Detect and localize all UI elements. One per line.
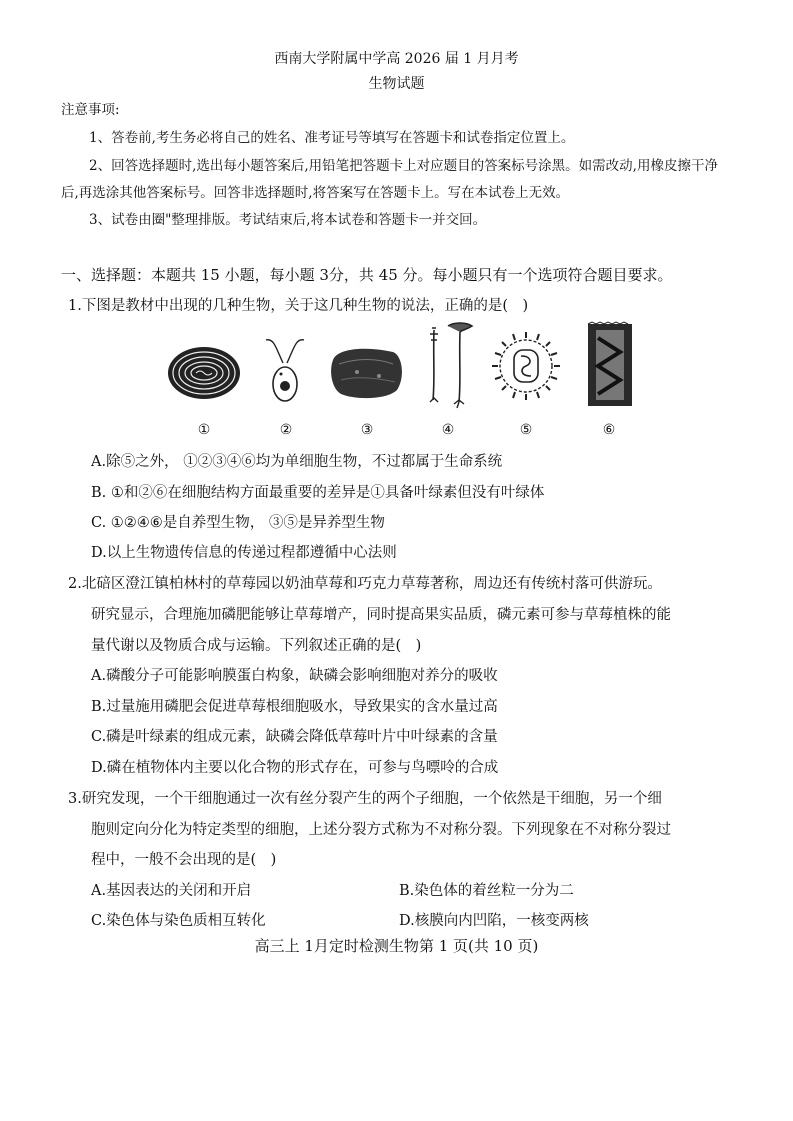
- notice-item: 1、答卷前,考生务必将自己的姓名、准考证号等填写在答题卡和试卷指定位置上。: [89, 130, 575, 146]
- organism-5-image: [486, 318, 566, 448]
- notice-item: 后,再选涂其他答案标号。回答非选择题时,将答案写在答题卡上。写在本试卷上无效。: [61, 185, 570, 201]
- question-1-option-b: B. ①和②⑥在细胞结构方面最重要的差异是①具备叶绿素但没有叶绿体: [91, 485, 545, 501]
- page-footer: 高三上 1月定时检测生物第 1 页(共 10 页): [254, 937, 539, 955]
- question-3-stem: 程中，一般不会出现的是( ): [91, 852, 277, 868]
- question-1-option-d: D.以上生物遗传信息的传递过程都遵循中心法则: [91, 545, 397, 561]
- question-3-option-a: A.基因表达的关闭和开启: [91, 883, 252, 899]
- exam-subtitle: 生物试题: [368, 76, 425, 92]
- section-heading: 一、选择题：本题共 15 小题，每小题 3分，共 45 分。每小题只有一个选项符合题目要求。: [61, 266, 673, 284]
- organism-3-image: [327, 318, 407, 448]
- question-2-option-d: D.磷在植物体内主要以化合物的形式存在，可参与鸟嘌呤的合成: [91, 760, 499, 776]
- organism-4-image: [418, 318, 478, 448]
- notice-item: 3、试卷由圈"整理排版。考试结束后,将本试卷和答题卡一并交回。: [89, 212, 487, 228]
- organism-figure: [160, 318, 640, 448]
- question-3-option-d: D.核膜向内凹陷，一核变两核: [399, 913, 589, 929]
- question-2-option-a: A.磷酸分子可能影响膜蛋白构象，缺磷会影响细胞对养分的吸收: [91, 668, 498, 684]
- figure-label: ④: [441, 422, 455, 438]
- question-3-stem: 3.研究发现，一个干细胞通过一次有丝分裂产生的两个子细胞，一个依然是干细胞，另一个细: [68, 791, 662, 807]
- question-1-option-c: C. ①②④⑥是自养型生物， ③⑤是异养型生物: [91, 515, 385, 531]
- organism-1-image: [164, 318, 244, 448]
- organism-6-image: [574, 318, 644, 448]
- figure-label: ⑤: [519, 422, 533, 438]
- figure-label: ③: [360, 422, 374, 438]
- question-2-stem: 量代谢以及物质合成与运输。下列叙述正确的是( ): [91, 638, 422, 654]
- figure-label: ⑥: [602, 422, 616, 438]
- exam-title: 西南大学附属中学高 2026 届 1 月月考: [274, 51, 519, 67]
- question-3-stem: 胞则定向分化为特定类型的细胞，上述分裂方式称为不对称分裂。下列现象在不对称分裂过: [91, 822, 671, 838]
- question-3-option-b: B.染色体的着丝粒一分为二: [399, 883, 574, 899]
- question-2-option-b: B.过量施用磷肥会促进草莓根细胞吸水，导致果实的含水量过高: [91, 699, 498, 715]
- question-2-stem: 研究显示，合理施加磷肥能够让草莓增产，同时提高果实品质，磷元素可参与草莓植株的能: [91, 607, 671, 623]
- notice-heading: 注意事项:: [61, 102, 120, 118]
- question-3-option-c: C.染色体与染色质相互转化: [91, 913, 266, 929]
- question-1-stem: 1.下图是教材中出现的几种生物，关于这几种生物的说法，正确的是( ): [68, 298, 529, 314]
- question-2-stem: 2.北碚区澄江镇柏林村的草莓园以奶油草莓和巧克力草莓著称，周边还有传统村落可供游玩。: [68, 576, 662, 592]
- figure-label: ①: [197, 422, 211, 438]
- organism-2-image: [256, 318, 316, 448]
- question-1-option-a: A.除⑤之外， ①②③④⑥均为单细胞生物，不过都属于生命系统: [91, 454, 503, 470]
- question-2-option-c: C.磷是叶绿素的组成元素，缺磷会降低草莓叶片中叶绿素的含量: [91, 729, 498, 745]
- notice-item: 2、回答选择题时,选出每小题答案后,用铅笔把答题卡上对应题目的答案标号涂黑。如需改动,用橡皮擦干净: [89, 158, 718, 174]
- figure-label: ②: [279, 422, 293, 438]
